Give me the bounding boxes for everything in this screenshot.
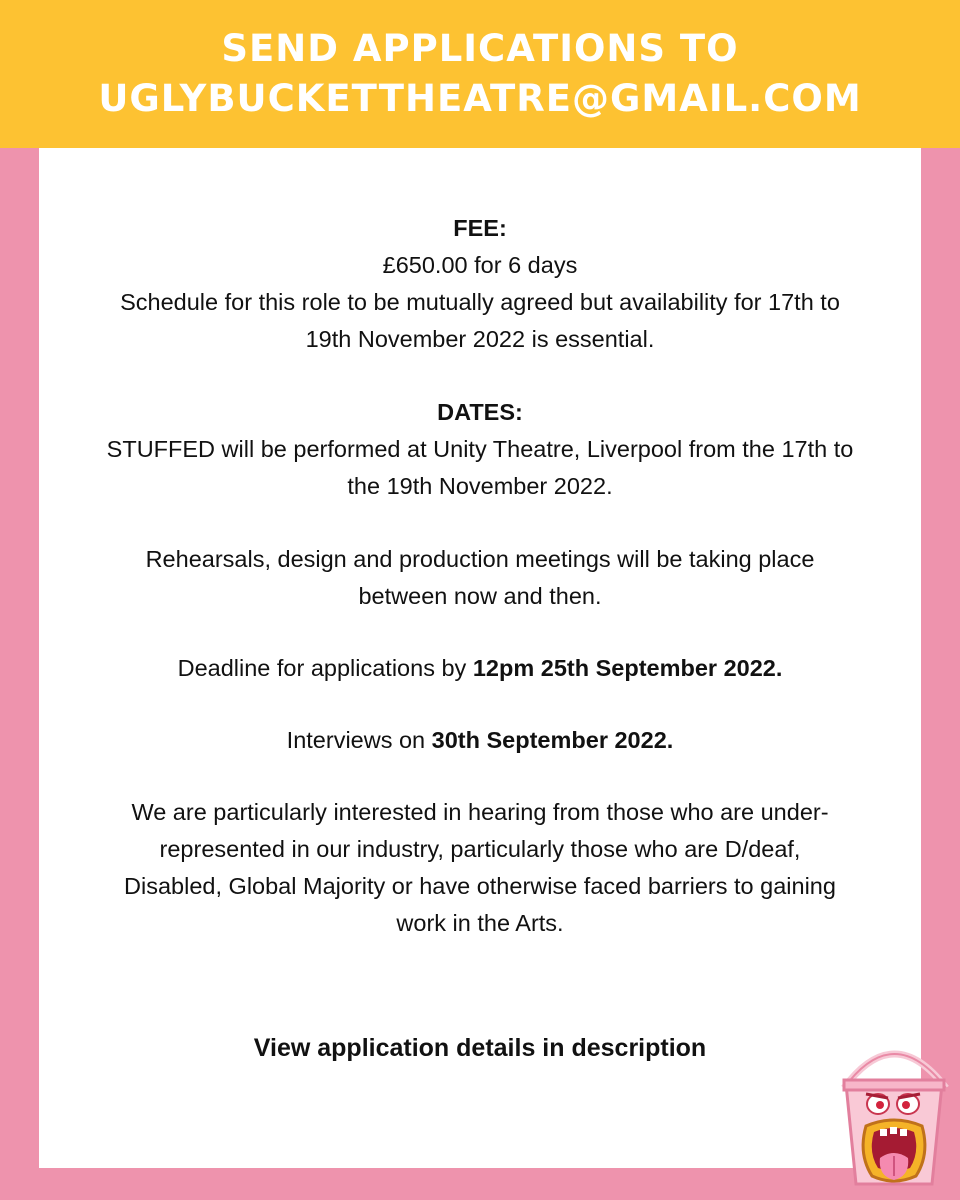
inclusion-line-1: We are particularly interested in hearing from those who are under- bbox=[131, 799, 829, 825]
inclusion-line-2: represented in our industry, particularly those who are D/deaf, bbox=[159, 836, 801, 862]
dates-line-1: STUFFED will be performed at Unity Theatre, Liverpool from the 17th to bbox=[106, 436, 854, 462]
dates-line-2: the 19th November 2022. bbox=[347, 473, 613, 499]
fee-amount: £650.00 for 6 days bbox=[382, 252, 578, 278]
rehearsals-line-1: Rehearsals, design and production meetings will be taking place bbox=[145, 546, 815, 572]
header-line-1: SEND APPLICATIONS TO bbox=[221, 27, 739, 70]
deadline-text bbox=[39, 650, 921, 687]
inclusion-line-3: Disabled, Global Majority or have otherwise faced barriers to gaining bbox=[124, 873, 836, 899]
ugly-bucket-mascot-icon bbox=[836, 1030, 952, 1190]
rehearsals-line-2: between now and then. bbox=[358, 583, 602, 609]
interviews-date: 30th September 2022. bbox=[431, 727, 674, 753]
header-banner bbox=[0, 0, 960, 148]
fee-schedule-line-2: 19th November 2022 is essential. bbox=[305, 326, 655, 352]
deadline-date: 12pm 25th September 2022. bbox=[472, 655, 783, 681]
content-card bbox=[39, 148, 921, 1168]
header-email: UGLYBUCKETTHEATRE@GMAIL.COM bbox=[98, 77, 862, 120]
deadline-prefix: Deadline for applications by bbox=[177, 655, 473, 681]
interviews-text bbox=[39, 722, 921, 759]
view-details-cta: View application details in description bbox=[253, 1034, 707, 1062]
interviews-prefix: Interviews on bbox=[286, 727, 432, 753]
content-body bbox=[39, 210, 921, 942]
fee-schedule-line-1: Schedule for this role to be mutually agreed but availability for 17th to bbox=[120, 289, 840, 315]
fee-heading: FEE: bbox=[453, 215, 507, 241]
dates-heading: DATES: bbox=[437, 399, 523, 425]
inclusion-line-4: work in the Arts. bbox=[396, 910, 564, 936]
